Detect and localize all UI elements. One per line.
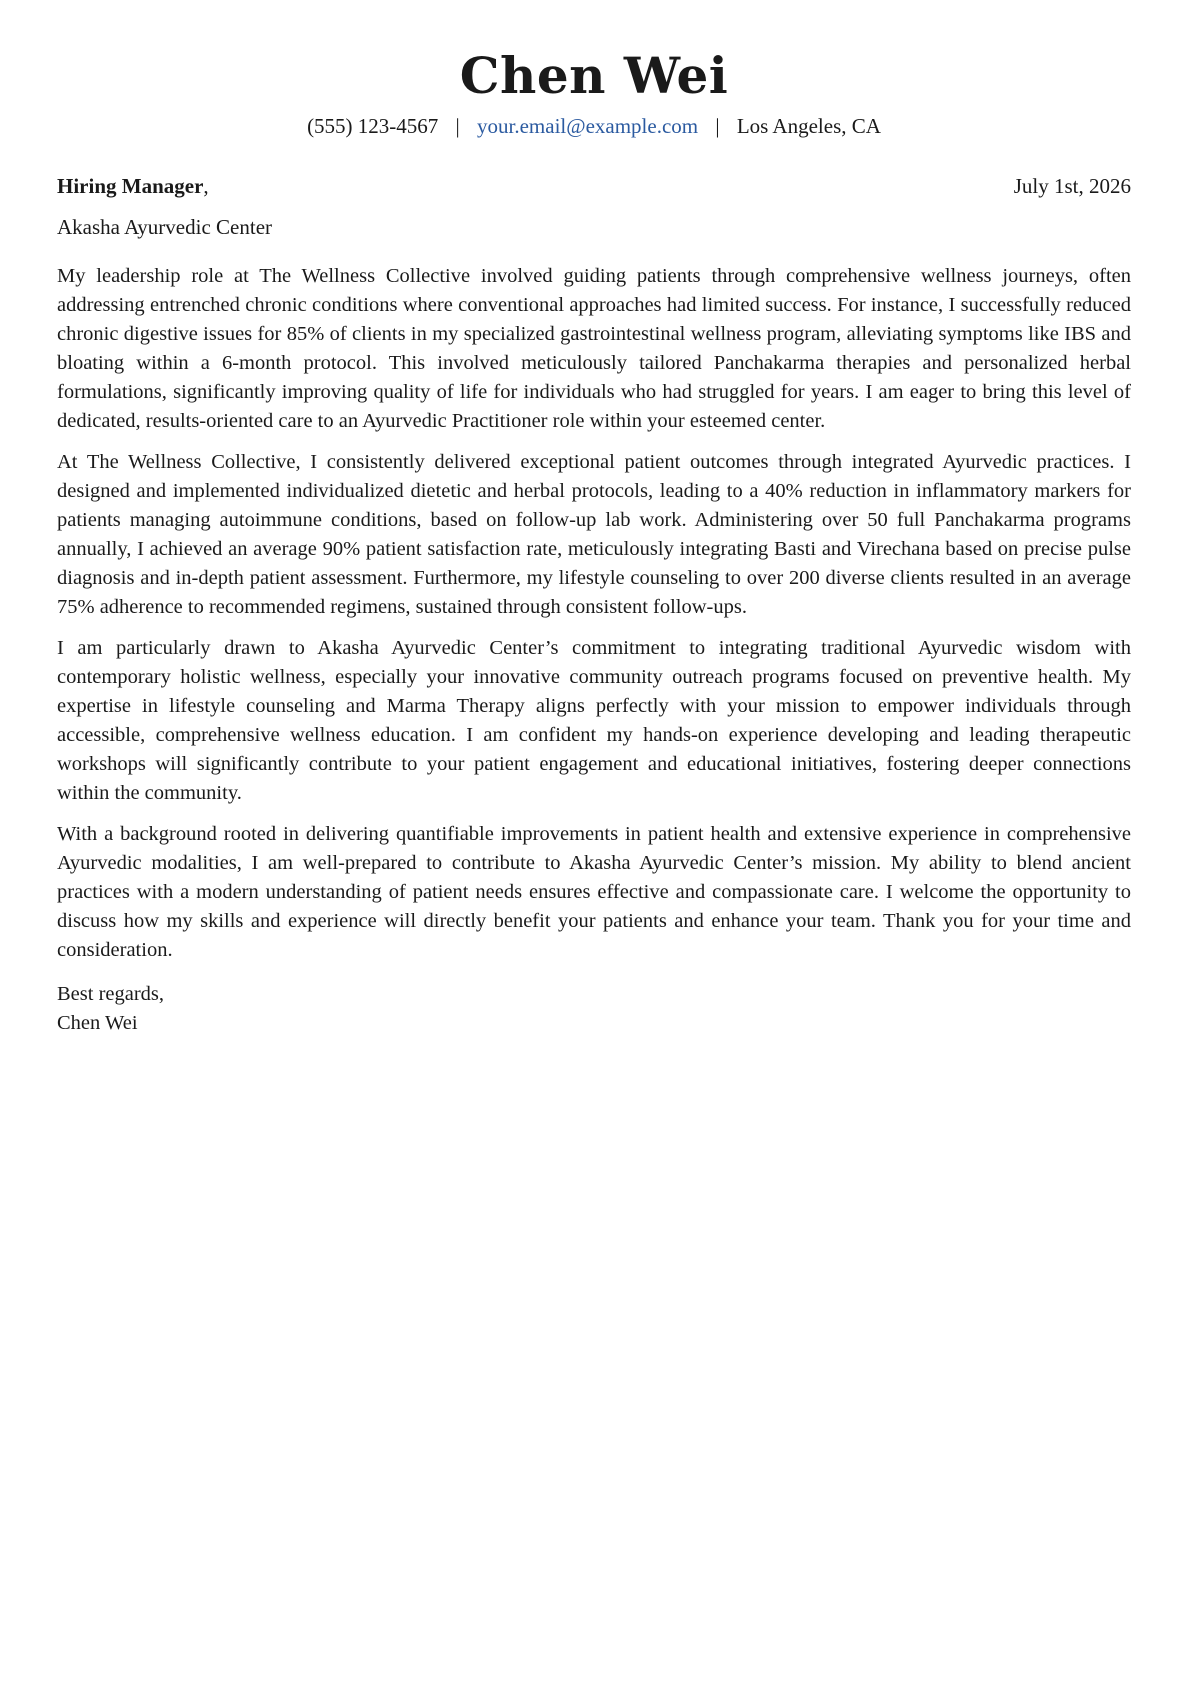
recipient-line xyxy=(57,172,209,200)
recipient-title: Hiring Manager xyxy=(57,174,204,198)
closing-salutation: Best regards, xyxy=(57,983,165,1005)
letter-date: July 1st, 2026 xyxy=(1013,174,1131,198)
body-paragraph: My leadership role at The Wellness Collective involved guiding patients through comprehensive wellness journeys, often addressing entrenched chronic conditions where conventional approaches had limited success. For instance, I successfully reduced chronic digestive issues for 85% of clients in my specialized gastrointestinal wellness program, alleviating symptoms like IBS and bloating within a 6-month protocol. This involved meticulously tailored Panchakarma therapies and personalized herbal formulations, significantly improving quality of life for individuals who had struggled for years. I am eager to bring this level of dedicated, results-oriented care to an Ayurvedic Practitioner role within your esteemed center. xyxy=(57,265,1131,432)
phone-number: (555) 123-4567 xyxy=(307,114,439,138)
body-paragraph: With a background rooted in delivering quantifiable improvements in patient health and extensive experience in comprehensive Ayurvedic modalities, I am well-prepared to contribute to Akasha Ayurvedic Center’s mission. My ability to blend ancient practices with a modern understanding of patient needs ensures effective and compassionate care. I welcome the opportunity to discuss how my skills and experience will directly benefit your patients and enhance your team. Thank you for your time and consideration. xyxy=(57,823,1131,961)
email-link[interactable]: your.email@example.com xyxy=(477,114,699,138)
recipient-company: Akasha Ayurvedic Center xyxy=(57,215,273,239)
recipient-title-suffix: , xyxy=(203,174,209,198)
recipient-date-row xyxy=(57,172,1131,200)
applicant-name: Chen Wei xyxy=(459,46,729,105)
contact-separator: | xyxy=(715,114,720,138)
location: Los Angeles, CA xyxy=(736,114,881,138)
closing-signature: Chen Wei xyxy=(57,1012,138,1034)
letter-closing xyxy=(57,980,1131,1038)
contact-line xyxy=(57,112,1131,140)
letter-body xyxy=(57,262,1131,965)
body-paragraph: I am particularly drawn to Akasha Ayurvedic Center’s commitment to integrating traditional Ayurvedic wisdom with contemporary holistic wellness, especially your innovative community outreach programs focused on preventive health. My expertise in lifestyle counseling and Marma Therapy aligns perfectly with your mission to empower individuals through accessible, comprehensive wellness education. I am confident my hands-on experience developing and leading therapeutic workshops will significantly contribute to your patient engagement and educational initiatives, fostering deeper connections within the community. xyxy=(57,637,1131,804)
cover-letter-page xyxy=(57,40,1131,1038)
body-paragraph: At The Wellness Collective, I consistently delivered exceptional patient outcomes through integrated Ayurvedic practices. I designed and implemented individualized dietetic and herbal protocols, leading to a 40% reduction in inflammatory markers for patients managing autoimmune conditions, based on follow-up lab work. Administering over 50 full Panchakarma programs annually, I achieved an average 90% patient satisfaction rate, meticulously integrating Basti and Virechana based on precise pulse diagnosis and in-depth patient assessment. Furthermore, my lifestyle counseling to over 200 diverse clients resulted in an average 75% adherence to recommended regimens, sustained through consistent follow-ups. xyxy=(57,451,1131,618)
contact-separator: | xyxy=(455,114,460,138)
